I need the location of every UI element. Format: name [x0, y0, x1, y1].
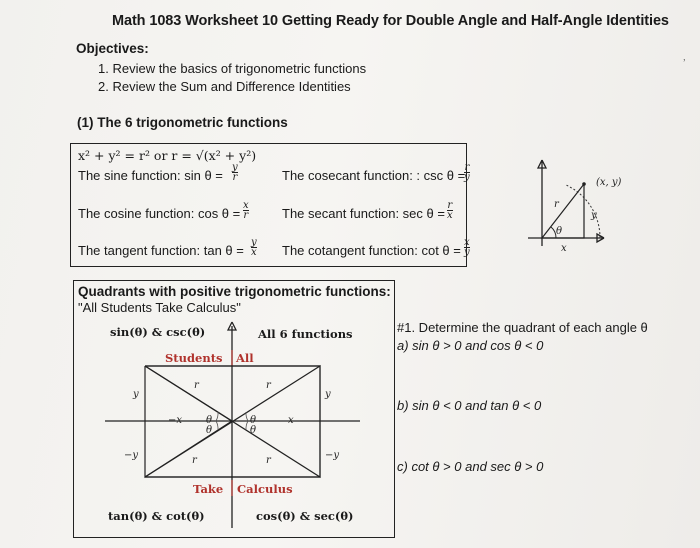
margin-mark: ’ — [682, 58, 686, 69]
q2-theta-label: θ — [206, 415, 213, 426]
cotangent-denominator: y — [464, 247, 470, 258]
objective-item: 1. Review the basics of trigonometric functions — [98, 61, 367, 76]
q4-theta-label: θ — [250, 425, 257, 436]
secant-numerator: r — [447, 200, 453, 211]
cotangent-numerator: x — [464, 237, 470, 248]
cosine-label: The cosine function: cos θ = — [78, 206, 241, 221]
secant-denominator: x — [447, 210, 453, 221]
q1-r-label: r — [266, 380, 271, 391]
side-y-label: y — [591, 210, 597, 221]
q2-y-label: y — [133, 389, 139, 400]
theta-label: θ — [556, 226, 563, 237]
q1-theta-label: θ — [250, 415, 257, 426]
q2-functions: sin(θ) & csc(θ) — [110, 325, 206, 339]
tangent-numerator: y — [251, 237, 257, 248]
cosine-denominator: r — [243, 210, 249, 221]
pos-x-label: x — [288, 415, 294, 426]
q2-r-label: r — [194, 380, 199, 391]
neg-x-label: −x — [168, 415, 183, 426]
exercise-part-c: c) cot θ > 0 and sec θ > 0 — [397, 459, 544, 474]
sine-denominator: r — [232, 172, 238, 183]
mnemonic-text: "All Students Take Calculus" — [78, 300, 241, 315]
cosecant-label: The cosecant function: : csc θ = — [282, 168, 466, 183]
calculus-label: Calculus — [237, 482, 293, 496]
q1-y-label: y — [325, 389, 331, 400]
page-title: Math 1083 Worksheet 10 Getting Ready for Double Angle and Half-Angle Identities — [112, 13, 669, 29]
tangent-denominator: x — [251, 247, 257, 258]
q3-functions: tan(θ) & cot(θ) — [108, 509, 205, 523]
neg-y-right-label: −y — [325, 450, 340, 461]
objective-item: 2. Review the Sum and Difference Identities — [98, 79, 351, 94]
section-heading: (1) The 6 trigonometric functions — [77, 115, 288, 130]
objectives-heading: Objectives: — [76, 41, 149, 56]
pythagorean-identity: x² + y² = r² or r = √(x² + y²) — [78, 148, 257, 163]
students-label: Students — [165, 351, 223, 365]
sine-numerator: y — [232, 162, 238, 173]
q3-theta-label: θ — [206, 425, 213, 436]
neg-y-left-label: −y — [124, 450, 139, 461]
cosecant-numerator: r — [464, 162, 470, 173]
all-label: All — [236, 351, 254, 365]
take-label: Take — [193, 482, 224, 496]
q4-functions: cos(θ) & sec(θ) — [256, 509, 354, 523]
cotangent-label: The cotangent function: cot θ = — [282, 243, 461, 258]
cosecant-denominator: y — [464, 172, 470, 183]
q4-r-label: r — [266, 455, 271, 466]
q3-r-label: r — [192, 455, 197, 466]
sine-label: The sine function: sin θ = — [78, 168, 223, 183]
quadrants-heading-text: Quadrants with positive trigonometric functions: — [78, 284, 391, 299]
hypotenuse-r-label: r — [554, 199, 559, 210]
secant-label: The secant function: sec θ = — [282, 206, 445, 221]
q1-functions: All 6 functions — [258, 327, 353, 341]
point-label: (x, y) — [596, 177, 622, 188]
tangent-label: The tangent function: tan θ = — [78, 243, 244, 258]
side-x-label: x — [561, 243, 567, 254]
exercise-part-b: b) sin θ < 0 and tan θ < 0 — [397, 398, 542, 413]
cosine-numerator: x — [243, 200, 249, 211]
exercise-part-a: a) sin θ > 0 and cos θ < 0 — [397, 338, 544, 353]
exercise-prompt: #1. Determine the quadrant of each angle θ — [397, 320, 648, 335]
